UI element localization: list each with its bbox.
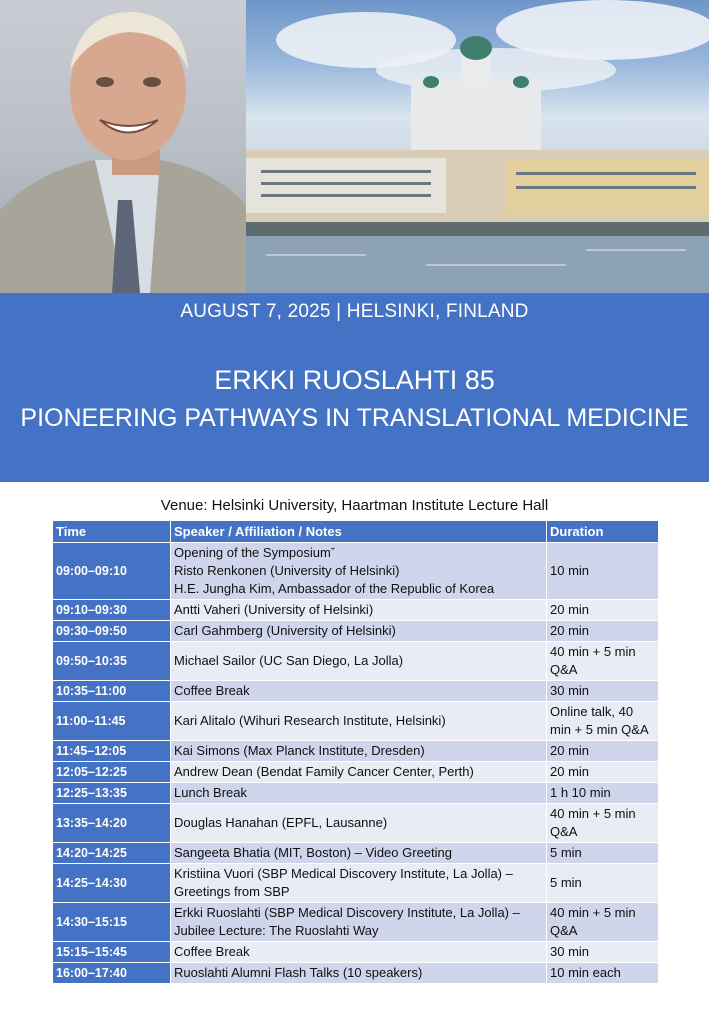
time-cell: 14:20–14:25 (53, 843, 171, 864)
speaker-cell: Antti Vaheri (University of Helsinki) (171, 600, 547, 621)
time-cell: 09:30–09:50 (53, 621, 171, 642)
table-row (53, 621, 659, 642)
duration-cell: 30 min (547, 942, 659, 963)
time-cell: 09:10–09:30 (53, 600, 171, 621)
hero-images (0, 0, 709, 293)
speaker-cell: Kari Alitalo (Wihuri Research Institute, Helsinki) (171, 702, 547, 741)
duration-cell: 1 h 10 min (547, 783, 659, 804)
time-cell: 09:00–09:10 (53, 543, 171, 600)
time-cell: 11:45–12:05 (53, 741, 171, 762)
speaker-cell: Sangeeta Bhatia (MIT, Boston) – Video Greeting (171, 843, 547, 864)
event-title: ERKKI RUOSLAHTI 85 (214, 365, 495, 395)
speaker-line: H.E. Jungha Kim, Ambassador of the Republic of Korea (174, 581, 495, 596)
date-location: AUGUST 7, 2025 | HELSINKI, FINLAND (180, 301, 529, 322)
table-row (53, 702, 659, 741)
table-row (53, 804, 659, 843)
duration-cell: 40 min + 5 min Q&A (547, 903, 659, 942)
speaker-line: Risto Renkonen (University of Helsinki) (174, 563, 400, 578)
table-row (53, 681, 659, 702)
duration-cell: 20 min (547, 762, 659, 783)
time-cell: 13:35–14:20 (53, 804, 171, 843)
table-row (53, 642, 659, 681)
time-cell: 16:00–17:40 (53, 963, 171, 984)
table-row (53, 543, 659, 600)
time-cell: 15:15–15:45 (53, 942, 171, 963)
speaker-cell: Coffee Break (171, 681, 547, 702)
duration-cell: 40 min + 5 min Q&A (547, 642, 659, 681)
speaker-cell: Douglas Hanahan (EPFL, Lausanne) (171, 804, 547, 843)
duration-cell: 20 min (547, 741, 659, 762)
duration-cell: 10 min (547, 543, 659, 600)
column-header-speaker: Speaker / Affiliation / Notes (171, 521, 547, 543)
speaker-cell: Carl Gahmberg (University of Helsinki) (171, 621, 547, 642)
table-row (53, 903, 659, 942)
table-row (53, 600, 659, 621)
speaker-cell: Michael Sailor (UC San Diego, La Jolla) (171, 642, 547, 681)
time-cell: 12:05–12:25 (53, 762, 171, 783)
schedule-table (52, 520, 659, 984)
title-banner (0, 293, 709, 482)
time-cell: 10:35–11:00 (53, 681, 171, 702)
speaker-cell: Kristiina Vuori (SBP Medical Discovery Institute, La Jolla) – Greetings from SBP (171, 864, 547, 903)
table-row (53, 783, 659, 804)
duration-cell: 20 min (547, 621, 659, 642)
table-row (53, 741, 659, 762)
helsinki-cityscape-photo (246, 0, 709, 293)
duration-cell: 10 min each (547, 963, 659, 984)
duration-cell: 20 min (547, 600, 659, 621)
speaker-cell: Andrew Dean (Bendat Family Cancer Center, Perth) (171, 762, 547, 783)
duration-cell: 5 min (547, 864, 659, 903)
column-header-time: Time (53, 521, 171, 543)
time-cell: 11:00–11:45 (53, 702, 171, 741)
portrait-illustration (0, 0, 246, 293)
time-cell: 12:25–13:35 (53, 783, 171, 804)
cityscape-illustration (246, 0, 709, 293)
speaker-cell: Lunch Break (171, 783, 547, 804)
table-row (53, 762, 659, 783)
duration-cell: 30 min (547, 681, 659, 702)
table-row (53, 942, 659, 963)
table-header-row (53, 521, 659, 543)
table-row (53, 963, 659, 984)
table-row (53, 843, 659, 864)
speaker-cell: Kai Simons (Max Planck Institute, Dresden) (171, 741, 547, 762)
duration-cell: Online talk, 40 min + 5 min Q&A (547, 702, 659, 741)
duration-cell: 40 min + 5 min Q&A (547, 804, 659, 843)
speaker-line: Opening of the Symposiumˇ (174, 545, 336, 560)
portrait-photo (0, 0, 246, 293)
time-cell: 09:50–10:35 (53, 642, 171, 681)
time-cell: 14:30–15:15 (53, 903, 171, 942)
speaker-cell: Erkki Ruoslahti (SBP Medical Discovery Institute, La Jolla) – Jubilee Lecture: The Ruoslahti Way (171, 903, 547, 942)
speaker-cell (171, 543, 547, 600)
venue: Venue: Helsinki University, Haartman Institute Lecture Hall (160, 497, 549, 514)
event-subtitle: PIONEERING PATHWAYS IN TRANSLATIONAL MEDICINE (20, 404, 689, 432)
column-header-duration: Duration (547, 521, 659, 543)
time-cell: 14:25–14:30 (53, 864, 171, 903)
table-row (53, 864, 659, 903)
speaker-cell: Ruoslahti Alumni Flash Talks (10 speakers) (171, 963, 547, 984)
speaker-cell: Coffee Break (171, 942, 547, 963)
duration-cell: 5 min (547, 843, 659, 864)
